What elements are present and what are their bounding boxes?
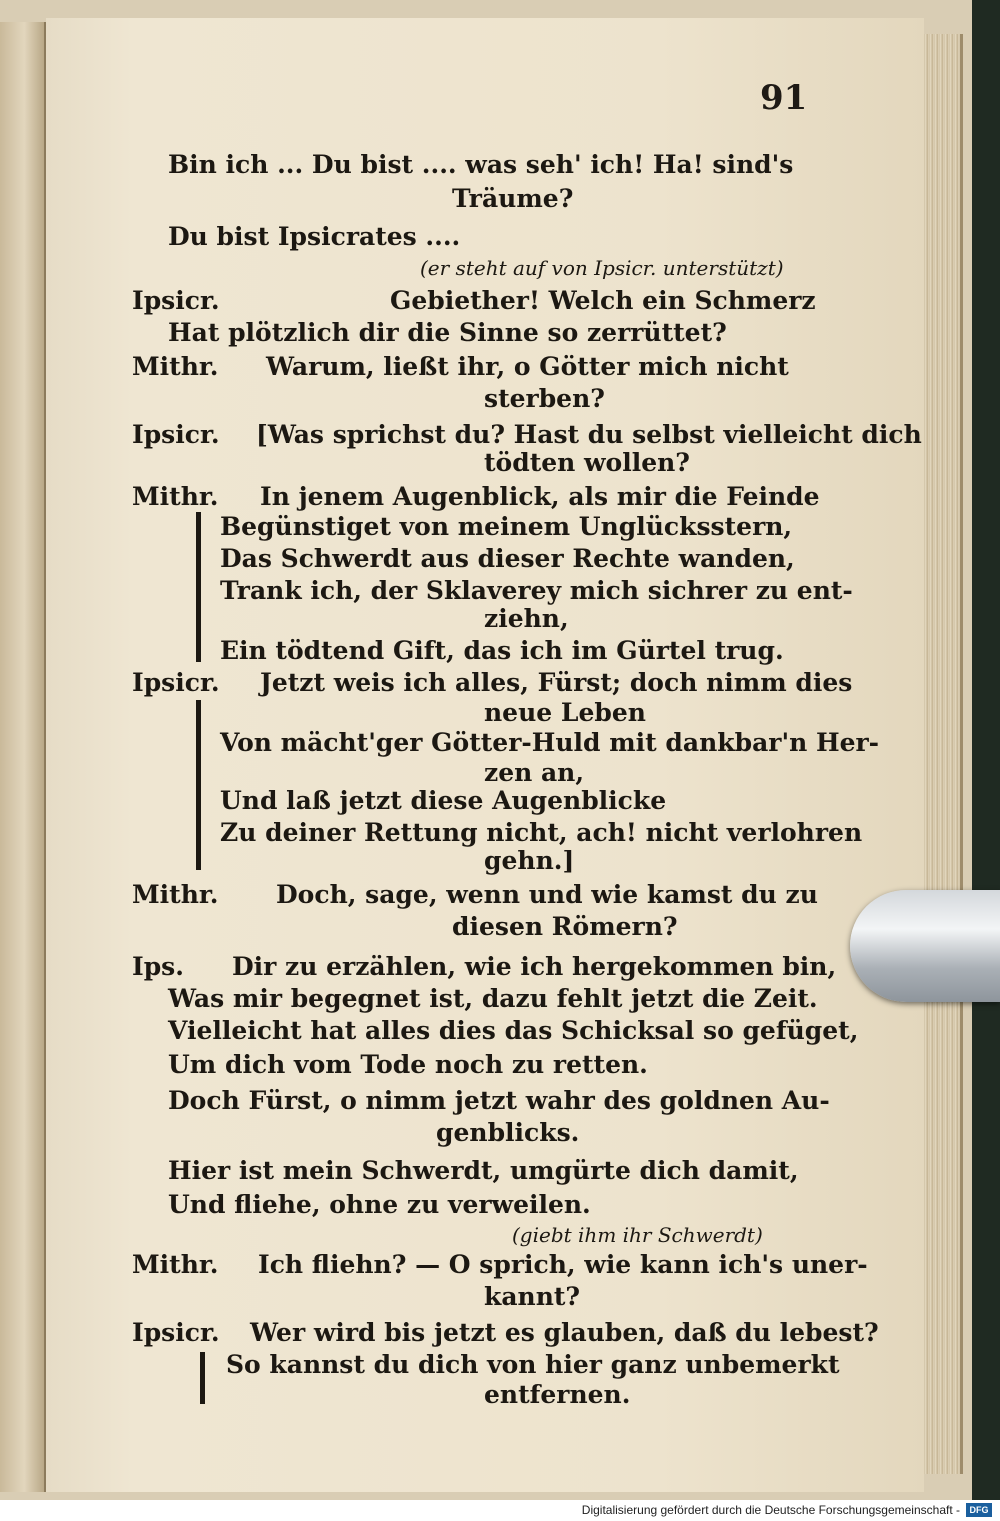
text-line: genblicks. (436, 1118, 580, 1147)
stage-direction: (er steht auf von Ipsicr. unterstützt) (420, 256, 784, 280)
margin-bar (196, 512, 201, 662)
text-line: Jetzt weis ich alles, Fürst; doch nimm dies (260, 668, 853, 697)
text-line: Und laß jetzt diese Augenblicke (220, 786, 667, 815)
speaker-mithr: Mithr. (132, 352, 219, 381)
text-line: Warum, ließt ihr, o Götter mich nicht (266, 352, 789, 381)
page-number: 91 (760, 78, 808, 118)
text-line: Und fliehe, ohne zu verweilen. (168, 1190, 591, 1219)
text-line: Träume? (452, 184, 574, 213)
dfg-logo: DFG (966, 1503, 992, 1517)
text-line: Trank ich, der Sklaverey mich sichrer zu ent- (220, 576, 853, 605)
text-line: Du bist Ipsicrates .... (168, 222, 461, 251)
text-line: Zu deiner Rettung nicht, ach! nicht verlohren (220, 818, 863, 847)
text-line: Das Schwerdt aus dieser Rechte wanden, (220, 544, 795, 573)
text-line: So kannst du dich von hier ganz unbemerkt (226, 1350, 840, 1379)
text-line: Vielleicht hat alles dies das Schicksal so gefüget, (168, 1016, 859, 1045)
funding-credit: Digitalisierung gefördert durch die Deutsche Forschungsgemeinschaft - (581, 1503, 960, 1517)
text-line: tödten wollen? (484, 448, 690, 477)
text-line: In jenem Augenblick, als mir die Feinde (260, 482, 820, 511)
margin-bar (196, 700, 201, 870)
stage-direction: (giebt ihm ihr Schwerdt) (512, 1223, 763, 1247)
speaker-ipsicr: Ipsicr. (132, 420, 220, 449)
footer-bar (0, 1500, 1000, 1521)
text-line: [Was sprichst du? Hast du selbst vielleicht dich (256, 420, 922, 449)
text-line: neue Leben (484, 698, 646, 727)
text-line: sterben? (484, 384, 605, 413)
speaker-ipsicr: Ipsicr. (132, 286, 220, 315)
text-line: entfernen. (484, 1380, 631, 1409)
speaker-ipsicr: Ipsicr. (132, 1318, 220, 1347)
speaker-mithr: Mithr. (132, 1250, 219, 1279)
text-line: kannt? (484, 1282, 581, 1311)
text-line: Von mächt'ger Götter-Huld mit dankbar'n Her- (220, 728, 880, 757)
text-line: Hier ist mein Schwerdt, umgürte dich damit, (168, 1156, 799, 1185)
text-line: Begünstiget von meinem Unglücksstern, (220, 512, 793, 541)
speaker-ips: Ips. (132, 952, 184, 981)
text-line: Was mir begegnet ist, dazu fehlt jetzt die Zeit. (168, 984, 818, 1013)
text-line: gehn.] (484, 846, 575, 875)
text-line: Wer wird bis jetzt es glauben, daß du lebest? (250, 1318, 879, 1347)
text-line: diesen Römern? (452, 912, 678, 941)
text-line: Um dich vom Tode noch zu retten. (168, 1050, 648, 1079)
text-line: Hat plötzlich dir die Sinne so zerrüttet? (168, 318, 727, 347)
text-line: ziehn, (484, 604, 569, 633)
text-line: Ich fliehn? — O sprich, wie kann ich's uner- (258, 1250, 868, 1279)
text-line: zen an, (484, 758, 585, 787)
text-line: Ein tödtend Gift, das ich im Gürtel trug. (220, 636, 784, 665)
speaker-mithr: Mithr. (132, 482, 219, 511)
text-line: Doch Fürst, o nimm jetzt wahr des goldnen Au- (168, 1086, 830, 1115)
page-clip (850, 890, 1000, 1002)
text-line: Dir zu erzählen, wie ich hergekommen bin, (232, 952, 837, 981)
margin-bar (200, 1352, 205, 1404)
speaker-mithr: Mithr. (132, 880, 219, 909)
speaker-ipsicr: Ipsicr. (132, 668, 220, 697)
text-line: Bin ich ... Du bist .... was seh' ich! Ha! sind's (168, 150, 794, 179)
text-line: Gebiether! Welch ein Schmerz (390, 286, 816, 315)
text-line: Doch, sage, wenn und wie kamst du zu (276, 880, 818, 909)
